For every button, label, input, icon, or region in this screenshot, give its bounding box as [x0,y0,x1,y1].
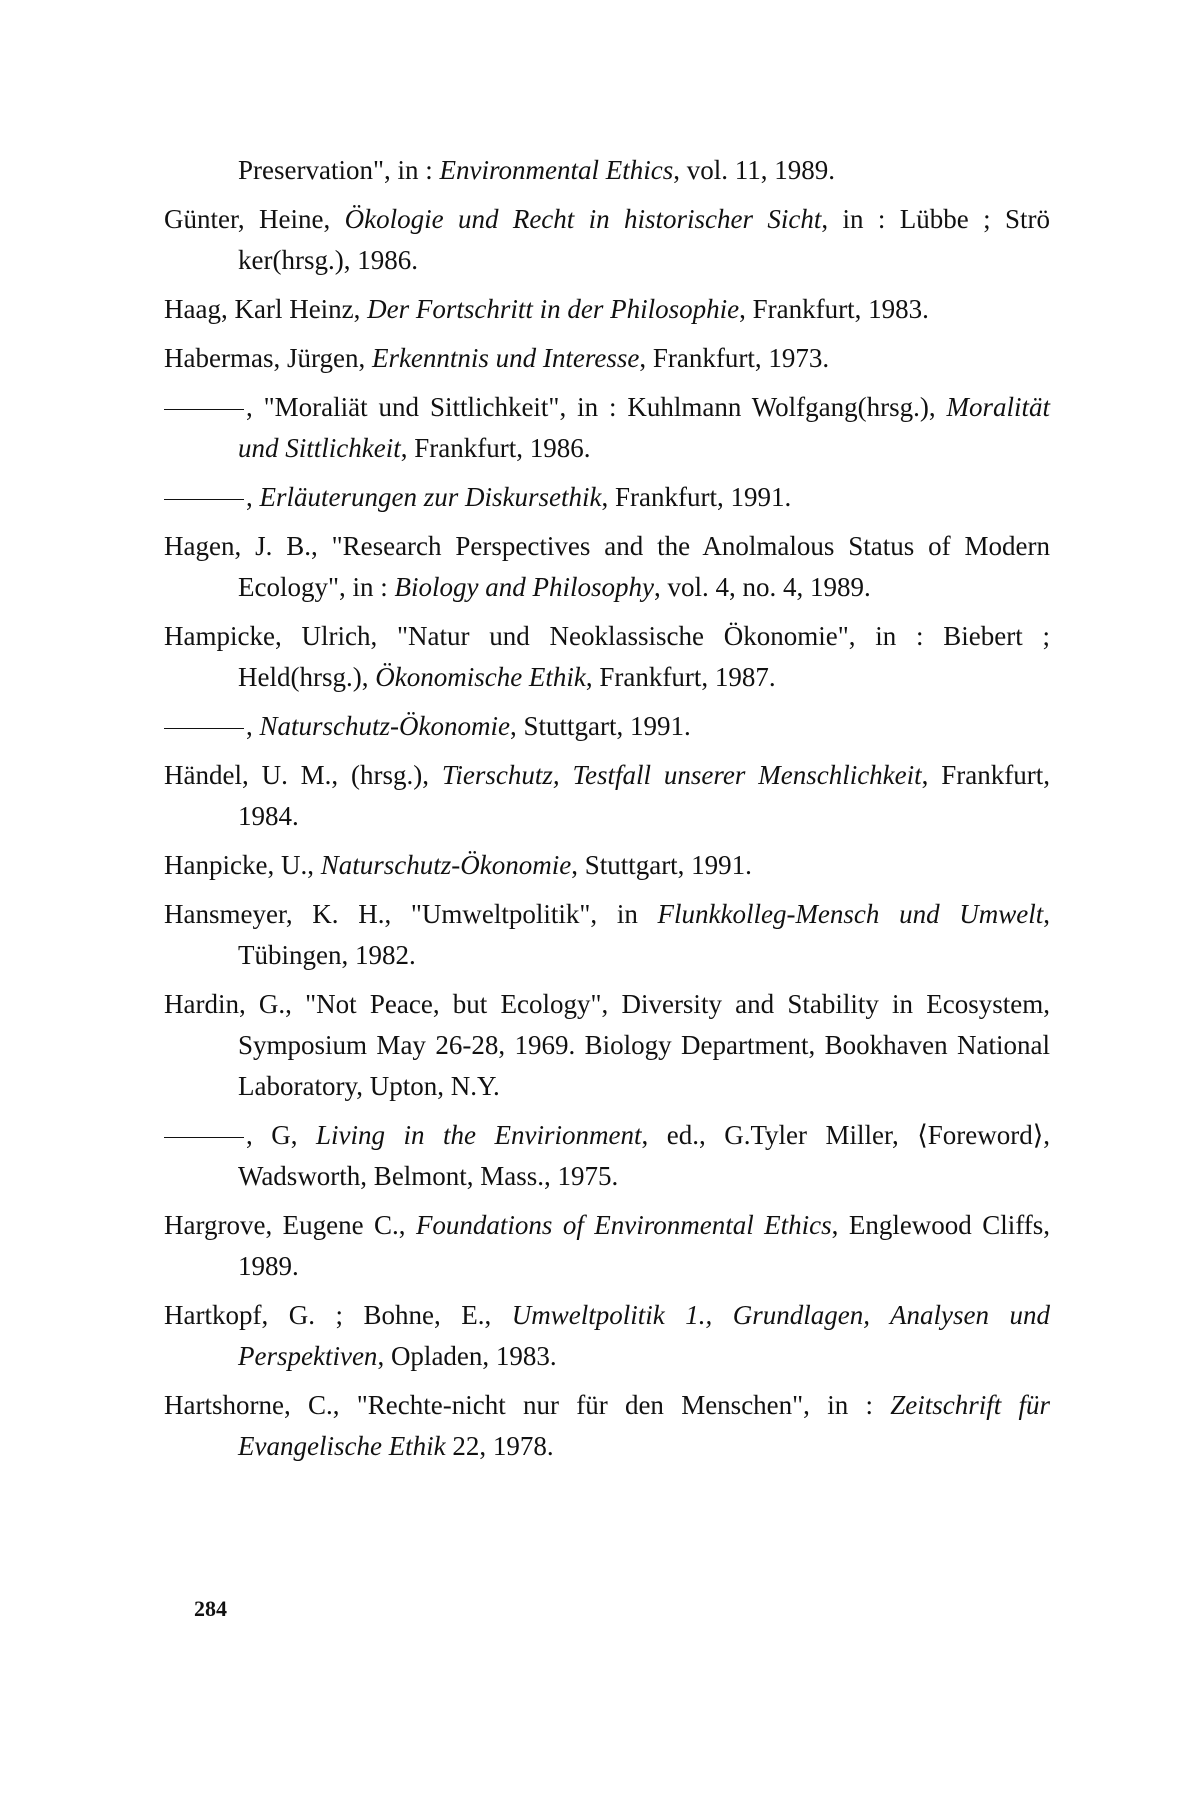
ditto-dash [164,499,244,500]
entry-text: , [246,711,260,741]
entry-text: 22, 1978. [445,1431,554,1461]
entry-title-italic: Zeitschrift für Evangelische Ethik [238,1390,1050,1461]
entry-text: , Stuttgart, 1991. [571,850,752,880]
bibliography-entry [164,150,1050,191]
entry-title-italic: Umweltpolitik 1., Grundlagen, Analysen und Perspektiven [238,1300,1050,1371]
entry-text: , Opladen, 1983. [377,1341,557,1371]
entry-text: Hansmeyer, K. H., "Umweltpolitik", in [164,899,658,929]
ditto-dash [164,728,244,729]
entry-title-italic: Der Fortschritt in der Philosophie [367,294,740,324]
entry-text: , Stuttgart, 1991. [509,711,691,741]
bibliography-entry [164,1295,1050,1377]
entry-title-italic: Environmental Ethics [439,155,674,185]
bibliography-entry [164,616,1050,698]
entry-title-italic: Erläuterungen zur Diskursethik [259,482,602,512]
entry-title-italic: Tierschutz, Testfall unserer Menschlichkeit [441,760,922,790]
entry-text: , G, [246,1120,316,1150]
bibliography-entry [164,1205,1050,1287]
entry-text: , vol. 11, 1989. [673,155,835,185]
entry-text: Hardin, G., "Not Peace, but Ecology", Diversity and Stability in Ecosystem, Symposium May 26-28, 1969. Biology Department, Bookhaven National Laboratory, Upton, N.Y. [164,989,1050,1101]
entry-text: , Englewood Cliffs, 1989. [238,1210,1050,1281]
entry-title-italic: Foundations of Environmental Ethics [415,1210,832,1240]
entry-text: , Frankfurt, 1986. [400,433,591,463]
bibliography-entry [164,477,1050,518]
bibliography-entry [164,984,1050,1107]
entry-text: Händel, U. M., (hrsg.), [164,760,442,790]
entry-title-italic: Naturschutz-Ökonomie [320,850,572,880]
entry-text: , [246,482,260,512]
entry-text: , Frankfurt, 1987. [585,662,776,692]
ditto-dash [164,1137,244,1138]
bibliography-entry [164,338,1050,379]
bibliography-entry [164,199,1050,281]
entry-text: , Frankfurt, 1983. [739,294,929,324]
entry-title-italic: Ökologie und Recht in historischer Sicht [344,204,822,234]
entry-title-italic: Naturschutz-Ökonomie [259,711,510,741]
entry-text: , Tübingen, 1982. [238,899,1050,970]
entry-text: Günter, Heine, [164,204,345,234]
entry-text: , Frankfurt, 1973. [639,343,830,373]
entry-title-italic: Ökonomische Ethik [375,662,586,692]
ditto-dash [164,409,244,410]
entry-text: Hagen, J. B., "Research Perspectives and the Anolmalous Status of Modern Ecology", in : [164,531,1050,602]
entry-text: Preservation", in : [238,155,440,185]
entry-text: , vol. 4, no. 4, 1989. [653,572,871,602]
entry-text: , Frankfurt, 1991. [601,482,792,512]
bibliography-entry [164,289,1050,330]
bibliography-entry [164,1115,1050,1197]
entry-text: Hartkopf, G. ; Bohne, E., [164,1300,512,1330]
bibliography-entry [164,387,1050,469]
entry-text: , Frankfurt, 1984. [238,760,1050,831]
entry-title-italic: Living in the Envirionment [316,1120,642,1150]
entry-text: Hanpicke, U., [164,850,321,880]
bibliography-entry [164,526,1050,608]
entry-title-italic: Moralität und Sittlichkeit [238,392,1050,463]
entry-title-italic: Biology and Philosophy [394,572,654,602]
entry-title-italic: Erkenntnis und Interesse [371,343,640,373]
bibliography-entry [164,755,1050,837]
bibliography-entry [164,894,1050,976]
entry-text: Hartshorne, C., "Rechte-nicht nur für den Menschen", in : [164,1390,891,1420]
entry-text: Hargrove, Eugene C., [164,1210,416,1240]
bibliography-list [164,150,1050,1475]
entry-text: , "Moraliät und Sittlichkeit", in : Kuhlmann Wolfgang(hrsg.), [246,392,947,422]
bibliography-entry [164,1385,1050,1467]
entry-text: , in : Lübbe ; Strö ker(hrsg.), 1986. [238,204,1050,275]
entry-title-italic: Flunkkolleg-Mensch und Umwelt [657,899,1044,929]
page-number: 284 [194,1596,227,1621]
entry-text: Habermas, Jürgen, [164,343,372,373]
entry-text: Haag, Karl Heinz, [164,294,368,324]
entry-text: Hampicke, Ulrich, "Natur und Neoklassische Ökonomie", in : Biebert ; Held(hrsg.), [164,621,1050,692]
entry-text: , ed., G.Tyler Miller, ⟨Foreword⟩, Wadsworth, Belmont, Mass., 1975. [238,1120,1050,1191]
bibliography-entry [164,845,1050,886]
bibliography-entry [164,706,1050,747]
